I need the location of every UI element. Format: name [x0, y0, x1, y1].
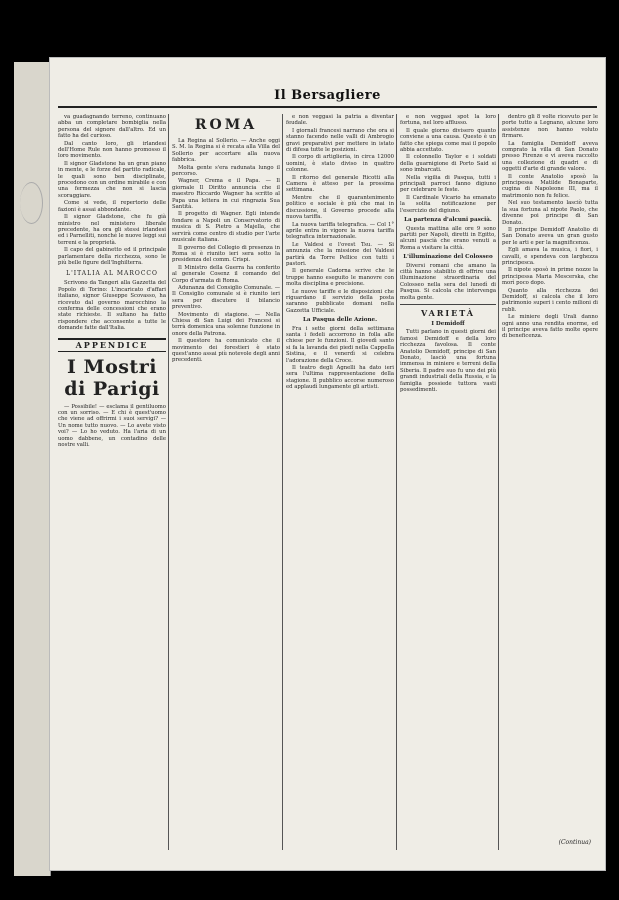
article-paragraph: Molta gente s'era radunata lungo il percorso.: [172, 164, 280, 178]
section-heading: L'illuminazione del Colosseo: [403, 254, 493, 261]
appendix-heading: APPENDICE: [58, 338, 166, 352]
article-paragraph: Il signor Gladstone, che fu già ministro nel ministero liberale precedente, ha ora gli stessi irlandesi ed i Parnelliti, nonché le nuove leggi sui terreni e la proprietà.: [58, 214, 166, 246]
article-paragraph: Egli amava la musica, i fiori, i cavalli, e spendeva con larghezza principesca.: [502, 247, 598, 266]
book-spine: [14, 62, 51, 876]
article-paragraph: Il progetto di Wagner. Egli intende fondare a Napoli un Conservatorio di musica di S. Pietro a Majella, che servirà come centro di studio per l'arte musicale italiana.: [172, 211, 280, 244]
article-paragraph: Le miniere degli Urali danno ogni anno una rendita enorme, ed il principe aveva fatto molte opere di beneficenza.: [502, 314, 598, 340]
article-paragraph: Il generale Cadorna scrive che le truppe hanno eseguito le manovre con molta disciplina e precisione.: [286, 268, 394, 288]
continued-label: (Continua): [558, 839, 591, 846]
article-paragraph: Scrivono da Tangeri alla Gazzetta del Popolo di Torino: L'incaricato d'affari italiano, signor Giuseppe Scovasso, ha ricevuto dal governo marocchino la conferma delle concessioni che erano state richieste. Il sultano ha fatto rispondere che acconsente a tutte le domande fatte dall'Italia.: [58, 280, 166, 332]
article-paragraph: I giornali francesi narrano che ora si stanno facendo nelle valli di Ambrogio gravi preparativi per mettere in istato di difesa tutte le posizioni.: [286, 127, 394, 154]
column-divider: [498, 114, 499, 850]
article-paragraph: Wagner, Crema e il Papa. — Il giornale Il Diritto annuncia che il maestro Riccardo Wagner ha scritto al Papa una lettera in cui ringrazia Sua Santità.: [172, 178, 280, 211]
article-paragraph: La nuova tariffa telegrafica. — Col 1° aprile entra in vigore la nuova tariffa telegrafica internazionale.: [286, 221, 394, 241]
article-paragraph: Movimento di stagione. — Nella Chiesa di San Luigi dei Francesi si terrà domenica una solenne funzione in onore della Patrona.: [172, 311, 280, 337]
article-paragraph: e non veggasi spot la loro fortuna, nel loro afflusso.: [400, 114, 496, 127]
article-paragraph: Il teatro degli Agnelli ha dato ieri sera l'ultima rappresentazione della stagione. Il pubblico accorse numeroso ed applaudì lungamente gli artisti.: [286, 365, 394, 391]
article-paragraph: e non veggasi la patria a diventar feudale.: [286, 114, 394, 127]
newspaper-page: [50, 58, 605, 870]
article-paragraph: Le Valdesi e l'ovest Tsu. — Si annunzia che la missione dei Valdesi partirà da Torre Pellice con tutti i pastori.: [286, 241, 394, 267]
section-heading: I Demidoff: [431, 320, 465, 327]
article-paragraph: Il principe Demidoff Anatolio di San Donato aveva un gran gusto per le arti e per la magnificenza.: [502, 226, 598, 246]
article-paragraph: Il questore ha comunicato che il movimento dei forestieri è stato quest'anno assai più notevole degli anni precedenti.: [172, 338, 280, 364]
article-paragraph: Nel suo testamento lasciò tutta la sua fortuna al nipote Paolo, che divenne poi principe di San Donato.: [502, 200, 598, 226]
column-divider: [396, 114, 397, 850]
article-paragraph: dentro gli 8 volte ricevuto per le porte tutto a Legnano, alcune loro assistenze non hanno voluto firmare.: [502, 114, 598, 140]
section-heading: L'ITALIA AL MAROCCO: [66, 270, 158, 278]
article-paragraph: Il ritorno del generale Ricotti alla Camera è atteso per la prossima settimana.: [286, 174, 394, 194]
section-title: ROMA: [194, 117, 258, 133]
page-curl: [20, 182, 43, 224]
column-divider: [168, 114, 169, 850]
article-paragraph: va guadagnando terreno, continuano abba un completare bombiglia nella persona del signore dall'altro. Ed un fatto ha del curioso.: [58, 114, 166, 140]
column-5: [502, 114, 598, 850]
column-2: [172, 114, 280, 850]
article-paragraph: Adunanza del Consiglio Comunale. — Il Consiglio comunale si è riunito ieri sera per discutere il bilancio preventivo.: [172, 284, 280, 311]
column-1: [58, 114, 166, 850]
column-4: [400, 114, 496, 850]
story-paragraph: — Possibile! — esclama il gentiluomo con un sorriso. — E chi è quest'uomo che viene ad offrirmi i suoi servigi? — Un nome tutto nuovo. — Lo avete visto voi? — Lo ho veduto. Ha l'aria di un uomo dabbene, un contadino delle nostre valli.: [58, 403, 166, 449]
article-paragraph: Il Ministro della Guerra ha conferito al generale Cosenz il comando del Corpo d'armata di Roma.: [172, 264, 280, 284]
section-heading: La Pasqua delle Azione.: [302, 317, 378, 324]
article-paragraph: La Regina al Sollerio. — Anche oggi S. M. la Regina si è recata alla Villa del Sollerio per accertare alla nuova fabbrica.: [172, 138, 280, 164]
story-title: I Mostri di Parigi: [64, 355, 160, 400]
article-paragraph: Mentre che il quarantenimento politico e sociale è più che mai in discussione, il Governo procede alla nuova tariffa.: [286, 194, 394, 221]
section-title: VARIETÀ: [400, 304, 496, 318]
article-paragraph: Nella vigilia di Pasqua, tutti i principali parroci fanno digiuno per celebrare le feste.: [400, 174, 496, 194]
article-paragraph: Fra i sette giorni della settimana santa i fedeli accorrono in folla alle chiese per le funzioni. Il giovedì santo si fa la lavanda dei piedi nella Cappella Sistina, e il venerdì si celebra l'adorazione della Croce.: [286, 325, 394, 364]
article-paragraph: Quanto alla ricchezza dei Demidoff, si calcola che il loro patrimonio superi i cento milioni di rubli.: [502, 287, 598, 313]
article-paragraph: Il signor Gladstone ha un gran piano in mente, e le forze del partito radicale, le quali sono ben disciplinate, procedono con un ordine mirabile e con una fermezza che non si lascia scoraggiare.: [58, 160, 166, 199]
article-paragraph: Il Cardinale Vicario ha emanato la solita notificazione per l'esercizio del digiuno.: [400, 194, 496, 214]
article-paragraph: Come si vede, il repertorio delle fazioni è assai abbondante.: [58, 200, 166, 213]
article-paragraph: Il conte Anatolio sposò la principessa Matilde Bonaparte, cugina di Napoleone III, ma il matrimonio non fu felice.: [502, 173, 598, 199]
masthead-title: Il Bersagliere: [274, 88, 381, 103]
article-paragraph: Dal canto loro, gli irlandesi dell'Home Rule non hanno promosso il loro movimento.: [58, 140, 166, 160]
column-divider: [282, 114, 283, 850]
article-paragraph: Il corpo di artiglieria, in circa 12000 uomini, è stato diviso in quattro colonne.: [286, 154, 394, 174]
article-paragraph: Le nuove tariffe e le disposizioni che riguardano il servizio della posta saranno pubblicate domani nella Gazzetta Ufficiale.: [286, 288, 394, 314]
column-3: [286, 114, 394, 850]
section-heading: La partenza d'alcuni pascià.: [404, 217, 492, 224]
article-paragraph: Questa mattina alle ore 9 sono partiti per Napoli, diretti in Egitto, alcuni pascià che erano venuti a Roma a visitare la città.: [400, 225, 496, 251]
article-paragraph: Il nipote sposò in prime nozze la principessa Maria Mescerska, che morì poco dopo.: [502, 267, 598, 287]
article-paragraph: Il capo del gabinetto ed il principale parlamentare della ricchezza, sono le più belle figure dell'Inghilterra.: [58, 247, 166, 266]
article-paragraph: Il governo del Collegio di presenza in Roma si è riunito ieri sera sotto la presidenza del comm. Crispi.: [172, 244, 280, 264]
article-paragraph: Il colonnello Taylor e i soldati della guarnigione di Porto Said si sono imbarcati.: [400, 154, 496, 174]
article-paragraph: Il quale giorno divisero quanto conviene a una causa. Questo è un fatto che spiega come mai il popolo abbia accettato.: [400, 127, 496, 154]
masthead-rule: [58, 106, 597, 108]
article-paragraph: Diversi romani che amano la città hanno stabilito di offrire una illuminazione straordinaria del Colosseo nella sera del lunedì di Pasqua. Si calcola che intervenga molta gente.: [400, 262, 496, 301]
article-paragraph: Tutti parlano in questi giorni dei famosi Demidoff e della loro ricchezza favolosa. Il conte Anatolio Demidoff, principe di San Donato, lasciò una fortuna immensa in miniere e terreni della Siberia. Il padre suo fu uno dei più grandi industriali della Russia, e la famiglia possiede tuttora vasti possedimenti.: [400, 329, 496, 394]
article-paragraph: La famiglia Demidoff aveva comprato la villa di San Donato presso Firenze e vi aveva raccolto una collezione di quadri e di oggetti d'arte di grande valore.: [502, 140, 598, 173]
